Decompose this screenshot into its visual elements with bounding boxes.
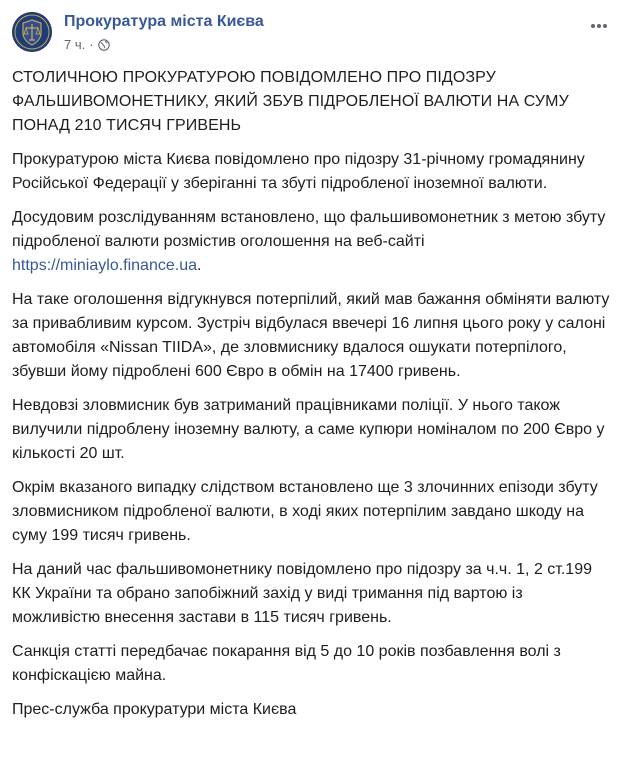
post-paragraph-4: Невдовзі зловмисник був затриманий працівниками поліції. У нього також вилучили підроблену іноземну валюту, а саме купюри номіналом по 200 Євро у кількості 20 шт. <box>12 397 605 462</box>
page-avatar[interactable] <box>12 12 52 52</box>
meta-separator: · <box>89 37 94 52</box>
post-header <box>12 12 611 56</box>
post-title: СТОЛИЧНОЮ ПРОКУРАТУРОЮ ПОВІДОМЛЕНО ПРО ПІДОЗРУ ФАЛЬШИВОМОНЕТНИКУ, ЯКИЙ ЗБУВ ПІДРОБЛЕНОЇ ВАЛЮТИ НА СУМУ ПОНАД 210 ТИСЯЧ ГРИВЕНЬ <box>12 69 569 134</box>
website-link[interactable]: https://miniaylo.finance.ua <box>12 257 197 274</box>
page-name-link[interactable]: Прокуратура міста Києва <box>64 13 264 30</box>
more-options-icon[interactable] <box>587 16 611 36</box>
post-paragraph-1: Прокуратурою міста Києва повідомлено про підозру 31-річному громадянину Російської Федерації у зберіганні та збуті підробленої іноземної валюти. <box>12 151 585 192</box>
post-meta <box>64 37 110 52</box>
post-paragraph-3: На таке оголошення відгукнувся потерпілий, який мав бажання обміняти валюту за привабливим курсом. Зустріч відбулася ввечері 16 липня цього року у салоні автомобіля «Nissan TIIDA», де зловмиснику вдалося ошукати потерпілого, збувши йому підроблені 600 Євро в обмін на 17400 гривень. <box>12 291 610 380</box>
post-timestamp[interactable]: 7 ч. <box>64 37 86 52</box>
post-content <box>12 66 612 732</box>
paragraph-2-end: . <box>197 257 202 274</box>
post-paragraph-7: Санкція статті передбачає покарання від 5 до 10 років позбавлення волі з конфіскацією майна. <box>12 643 561 684</box>
post-signature: Прес-служба прокуратури міста Києва <box>12 701 297 718</box>
post-paragraph-2 <box>12 206 612 278</box>
post-paragraph-5: Окрім вказаного випадку слідством встановлено ще 3 злочинних епізоди збуту зловмисником підробленої валюти, в ході яких потерпілим завдано шкоду на суму 199 тисяч гривень. <box>12 479 598 544</box>
globe-icon[interactable] <box>98 39 110 51</box>
post-paragraph-6: На даний час фальшивомонетнику повідомлено про підозру за ч.ч. 1, 2 ст.199 КК України та обрано запобіжний захід у виді тримання під вартою із можливістю внесення застави в 115 тисяч гривень. <box>12 561 592 626</box>
paragraph-2-text: Досудовим розслідуванням встановлено, що фальшивомонетник з метою збуту підробленої валюти розмістив оголошення на веб-сайті <box>12 209 606 250</box>
prosecutor-emblem-icon <box>12 12 52 52</box>
